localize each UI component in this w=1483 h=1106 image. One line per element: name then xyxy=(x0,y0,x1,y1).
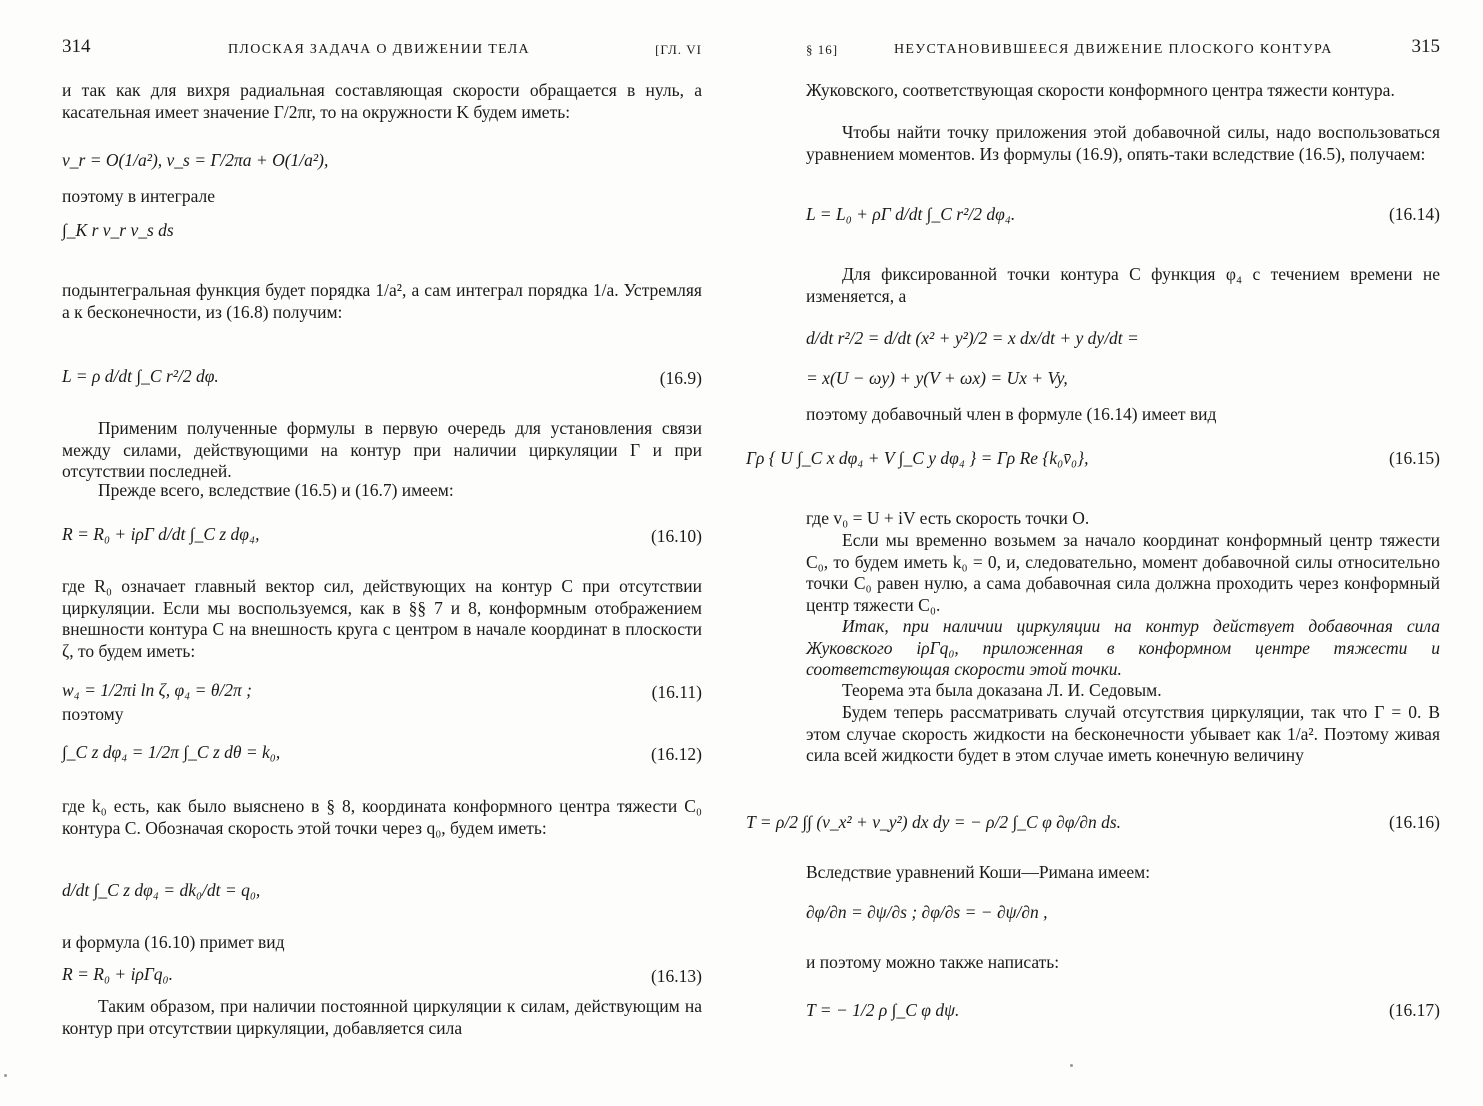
left-running-head xyxy=(62,36,702,60)
paragraph: Чтобы найти точку приложения этой добавочной силы, надо воспользоваться уравнением моментов. Из формулы (16.9), опять-таки вследствие (16.5), получаем: xyxy=(806,122,1440,164)
running-title: НЕУСТАНОВИВШЕЕСЯ ДВИЖЕНИЕ ПЛОСКОГО КОНТУРА xyxy=(894,42,1333,57)
paragraph: где k₀ есть, как было выяснено в § 8, координата конформного центра тяжести C₀ контура C. Обозначая скорость этой точки через q₀, будем иметь: xyxy=(62,796,702,838)
formula: ∫_K r v_r v_s ds xyxy=(62,220,174,240)
equation-number: (16.13) xyxy=(650,966,702,986)
paragraph: поэтому xyxy=(62,704,124,724)
scan-speck xyxy=(4,1074,7,1077)
formula: ∫_C z dφ₄ = 1/2π ∫_C z dθ = k₀, xyxy=(62,742,281,762)
right-running-head xyxy=(806,36,1440,60)
paragraph: Таким образом, при наличии постоянной циркуляции к силам, действующим на контур при отсутствии циркуляции, добавляется сила xyxy=(62,996,702,1038)
scan-speck xyxy=(1070,1064,1073,1067)
equation-number: (16.11) xyxy=(651,682,702,702)
paragraph: где R₀ означает главный вектор сил, действующих на контур C при отсутствии циркуляции. Если мы воспользуемся, как в §§ 7 и 8, конформным отображением внешности контура C на внешность круга с центром в начале координат в плоскости ζ, то будем иметь: xyxy=(62,576,702,661)
formula: w₄ = 1/2πi ln ζ, φ₄ = θ/2π ; xyxy=(62,680,253,700)
formula: = x(U − ωy) + y(V + ωx) = Ux + Vy, xyxy=(806,368,1068,388)
formula: R = R₀ + iρΓ d/dt ∫_C z dφ₄, xyxy=(62,524,260,544)
paragraph: Если мы временно возьмем за начало координат конформный центр тяжести C₀, то будем иметь k₀ = 0, и, следовательно, момент добавочной силы относительно точки C₀ равен нулю, а сама добавочная сила должна проходить через конформный центр тяжести C₀. xyxy=(806,530,1440,615)
equation-number: (16.17) xyxy=(1388,1000,1440,1020)
paragraph: Вследствие уравнений Коши—Римана имеем: xyxy=(806,862,1151,882)
paragraph: подынтегральная функция будет порядка 1/a², а сам интеграл порядка 1/a. Устремляя a к бесконечности, из (16.8) получим: xyxy=(62,280,702,322)
formula: T = ρ/2 ∫∫ (v_x² + v_y²) dx dy = − ρ/2 ∫_C φ ∂φ/∂n ds. xyxy=(746,812,1122,832)
section-label: § 16] xyxy=(806,42,839,57)
paragraph: Будем теперь рассматривать случай отсутствия циркуляции, так что Γ = 0. В этом случае скорость жидкости на бесконечности убывает как 1/a². Поэтому живая сила всей жидкости будет в этом случае иметь конечную величину xyxy=(806,702,1440,765)
equation-number: (16.14) xyxy=(1388,204,1440,224)
equation-number: (16.16) xyxy=(1388,812,1440,832)
equation-number: (16.12) xyxy=(650,744,702,764)
formula: L = L₀ + ρΓ d/dt ∫_C r²/2 dφ₄. xyxy=(806,204,1016,224)
chapter-label: [ГЛ. VI xyxy=(655,42,702,57)
paragraph: поэтому в интеграле xyxy=(62,186,216,206)
formula: L = ρ d/dt ∫_C r²/2 dφ. xyxy=(62,366,219,386)
paragraph: и формула (16.10) примет вид xyxy=(62,932,285,952)
formula: d/dt r²/2 = d/dt (x² + y²)/2 = x dx/dt + y dy/dt = xyxy=(806,328,1139,348)
paragraph: Прежде всего, вследствие (16.5) и (16.7) имеем: xyxy=(98,480,454,500)
formula: T = − 1/2 ρ ∫_C φ dψ. xyxy=(806,1000,960,1020)
paragraph: Жуковского, соответствующая скорости конформного центра тяжести контура. xyxy=(806,80,1395,100)
equation-number: (16.15) xyxy=(1388,448,1440,468)
paragraph: Применим полученные формулы в первую очередь для установления связи между силами, действующими на контур при наличии циркуляции Γ и при отсутствии последней. xyxy=(62,418,702,481)
paragraph: Для фиксированной точки контура C функция φ₄ с течением времени не изменяется, а xyxy=(806,264,1440,306)
page-number: 315 xyxy=(1411,36,1440,57)
paragraph: и так как для вихря радиальная составляющая скорости обращается в нуль, а касательная имеет значение Γ/2πr, то на окружности K будем иметь: xyxy=(62,80,702,122)
paragraph: поэтому добавочный член в формуле (16.14) имеет вид xyxy=(806,404,1217,424)
paragraph: где v₀ = U + iV есть скорость точки O. xyxy=(806,508,1090,528)
equation-number: (16.10) xyxy=(650,526,702,546)
left-page xyxy=(62,0,702,1106)
right-page xyxy=(746,0,1440,1106)
theorem-paragraph: Итак, при наличии циркуляции на контур действует добавочная сила Жуковского iρΓq₀, приложенная в конформном центре тяжести и соответствующая скорости этой точки. xyxy=(806,616,1440,679)
equation-number: (16.9) xyxy=(659,368,702,388)
formula: d/dt ∫_C z dφ₄ = dk₀/dt = q₀, xyxy=(62,880,261,900)
paragraph: и поэтому можно также написать: xyxy=(806,952,1060,972)
running-title: ПЛОСКАЯ ЗАДАЧА О ДВИЖЕНИИ ТЕЛА xyxy=(228,42,530,57)
paragraph: Теорема эта была доказана Л. И. Седовым. xyxy=(842,680,1162,700)
formula: R = R₀ + iρΓq₀. xyxy=(62,964,174,984)
formula: ∂φ/∂n = ∂ψ/∂s ; ∂φ/∂s = − ∂ψ/∂n , xyxy=(806,902,1048,922)
page-number: 314 xyxy=(62,36,91,57)
formula: Γρ { U ∫_C x dφ₄ + V ∫_C y dφ₄ } = Γρ Re {k₀v̄₀}, xyxy=(746,448,1089,468)
formula: v_r = O(1/a²), v_s = Γ/2πa + O(1/a²), xyxy=(62,150,329,170)
